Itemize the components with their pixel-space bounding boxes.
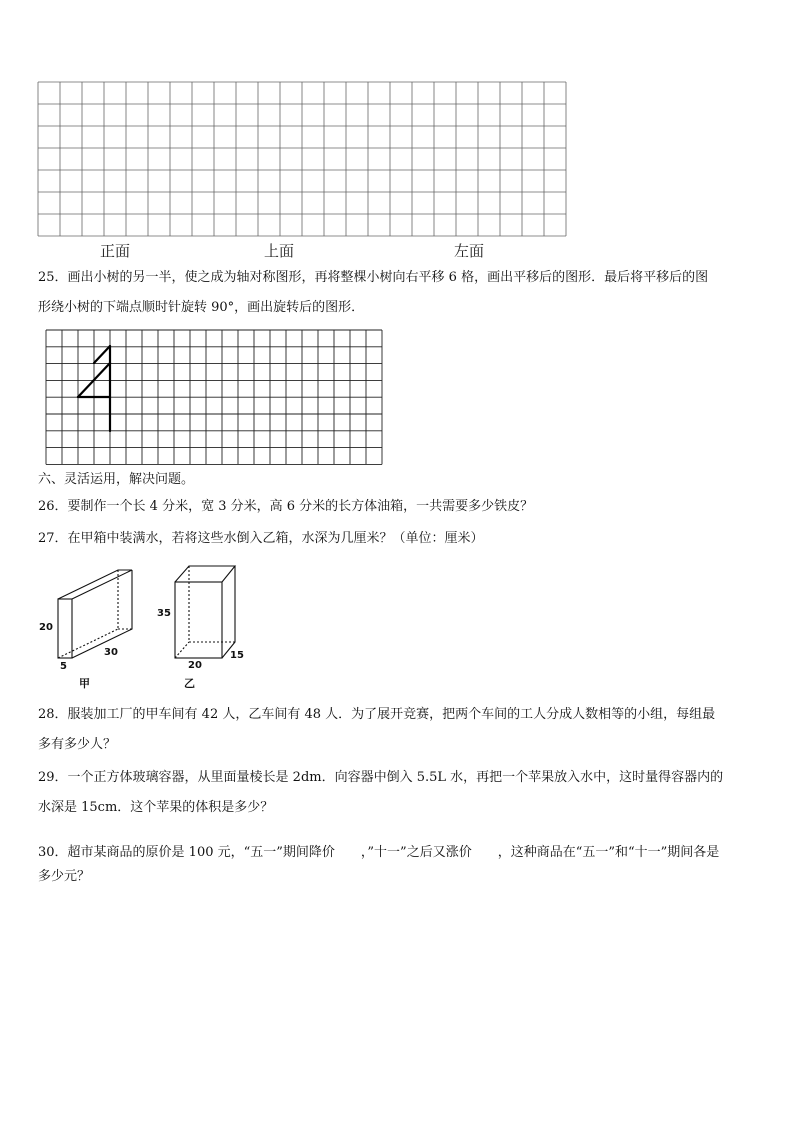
label-left-view: 左面 <box>454 242 485 260</box>
section-six-heading: 六、灵活运用，解决问题。 <box>38 472 195 487</box>
box-yi-height-label: 35 <box>157 608 171 619</box>
q25-text-line2: 形绕小树的下端点顺时针旋转 90°，画出旋转后的图形． <box>38 300 365 315</box>
box-yi-width-label: 20 <box>188 660 202 671</box>
q28-text-line1: 28．服装加工厂的甲车间有 42 人，乙车间有 48 人．为了展开竞赛，把两个车间的工人分成人数相等的小组，每组最 <box>38 707 716 722</box>
box-jia-name: 甲 <box>79 677 90 690</box>
label-top-view: 上面 <box>264 242 295 260</box>
q28-text-line2: 多有多少人？ <box>38 737 117 752</box>
box-jia-length-label: 30 <box>104 647 118 658</box>
label-front-view: 正面 <box>100 242 131 260</box>
box-jia-height-label: 20 <box>39 622 53 633</box>
q26-text: 26．要制作一个长 4 分米，宽 3 分米，高 6 分米的长方体油箱，一共需要多少铁皮？ <box>38 499 534 514</box>
q30-text-line2: 多少元？ <box>38 869 91 884</box>
box-jia-width-label: 5 <box>60 661 67 672</box>
q29-text-line1: 29．一个正方体玻璃容器，从里面量棱长是 2dm．向容器中倒入 5.5L 水，再把一个苹果放入水中，这时量得容器内的 <box>38 770 724 785</box>
q25-text-line1: 25．画出小树的另一半，使之成为轴对称图形，再将整棵小树向右平移 6 格，画出平移后的图形．最后将平移后的图 <box>38 270 709 285</box>
q27-text: 27．在甲箱中装满水，若将这些水倒入乙箱，水深为几厘米？（单位：厘米） <box>38 531 484 546</box>
q30-text-line1: 30．超市某商品的原价是 100 元，“五一”期间降价 ，”十一”之后又涨价 ，这种商品在“五一”和“十一”期间各是 <box>38 845 720 860</box>
box-yi-name: 乙 <box>184 677 195 690</box>
q29-text-line2: 水深是 15cm．这个苹果的体积是多少？ <box>38 800 274 815</box>
box-yi-depth-label: 15 <box>230 650 244 661</box>
